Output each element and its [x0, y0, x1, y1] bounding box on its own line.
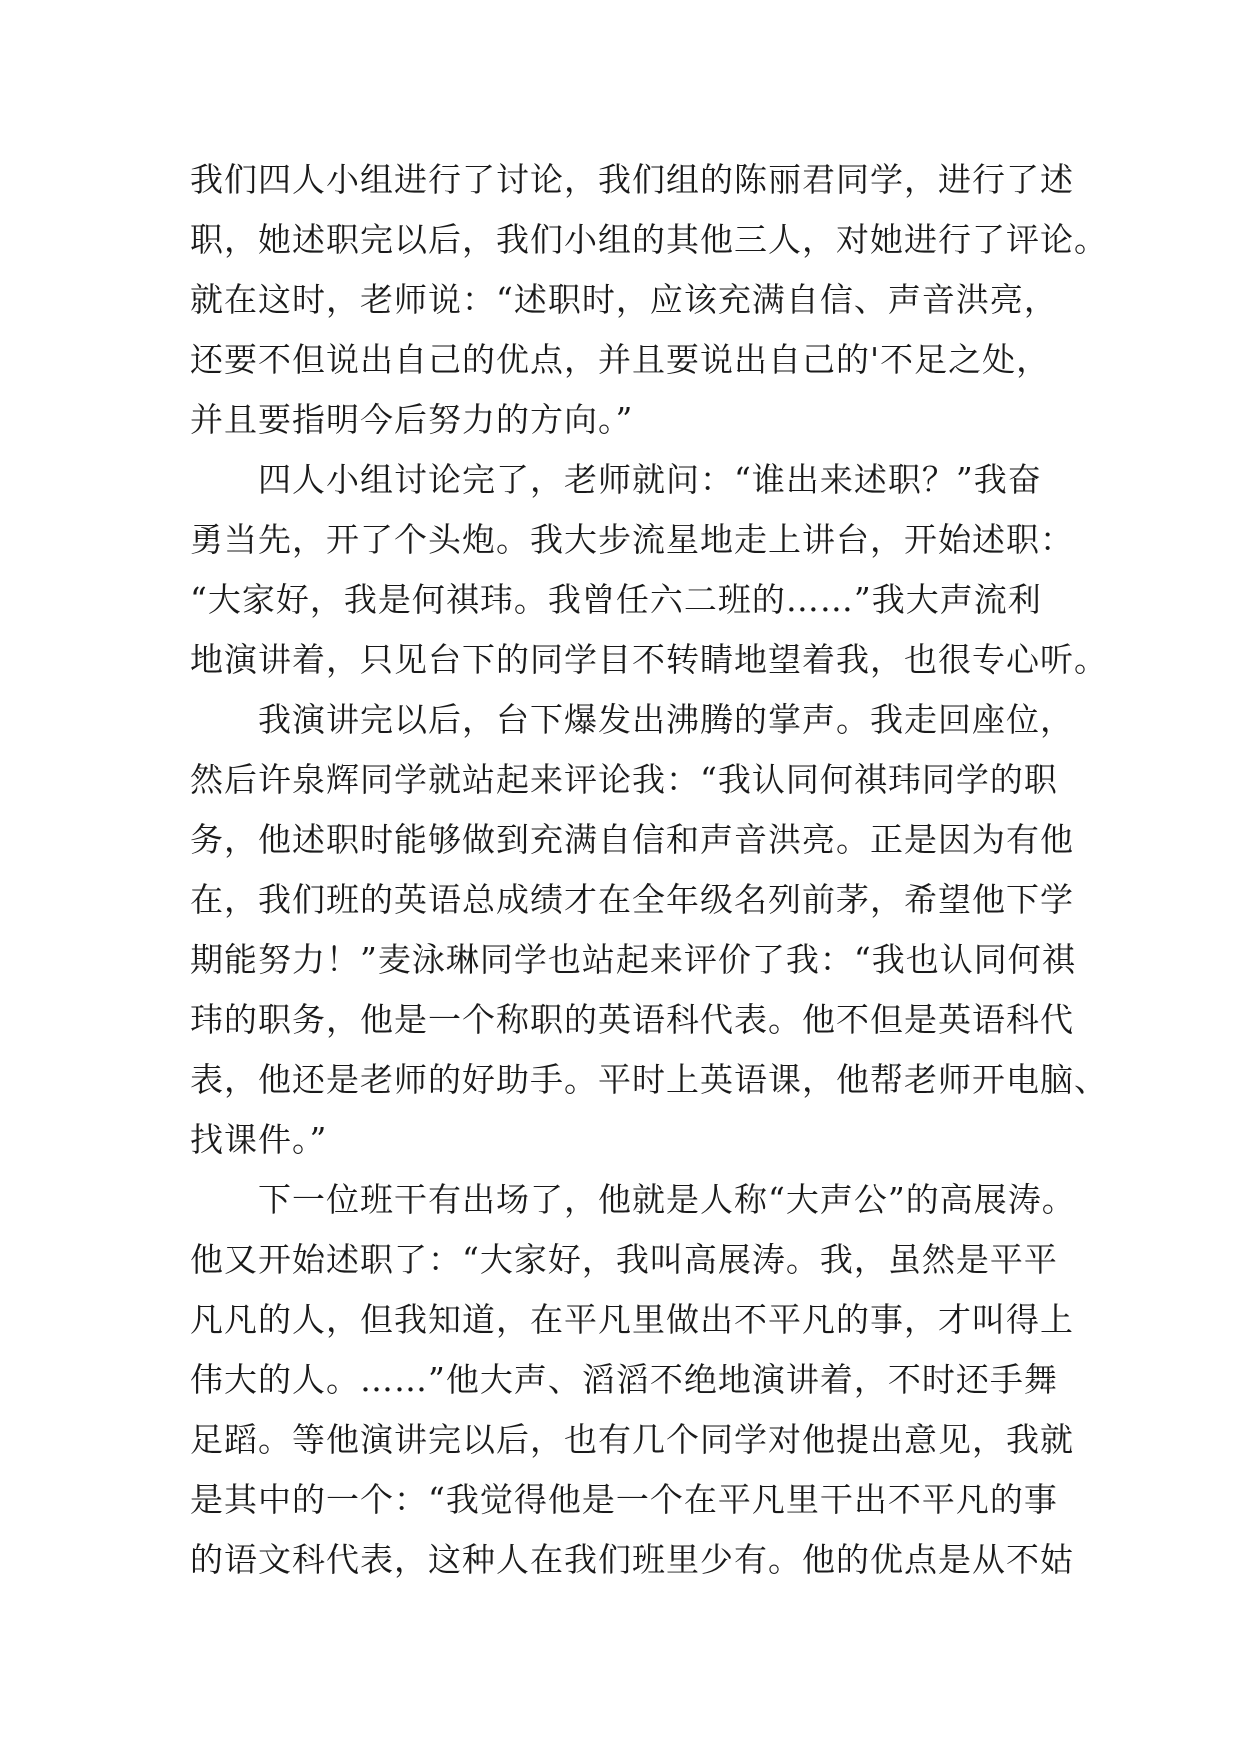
text-line: 下一位班干有出场了，他就是人称“大声公”的高展涛。: [190, 1180, 1076, 1219]
text-line: 还要不但说出自己的优点，并且要说出自己的'不足之处，: [190, 340, 1051, 379]
text-line: 并且要指明今后努力的方向。”: [190, 400, 634, 439]
text-line: 找课件。”: [190, 1120, 328, 1159]
body-text: [190, 150, 1108, 1590]
text-line: 勇当先，开了个头炮。我大步流星地走上讲台，开始述职：: [190, 520, 1074, 559]
text-line: 在，我们班的英语总成绩才在全年级名列前茅，希望他下学: [190, 880, 1074, 919]
text-line: 地演讲着，只见台下的同学目不转睛地望着我，也很专心听。: [190, 640, 1108, 679]
text-line: 的语文科代表，这种人在我们班里少有。他的优点是从不姑: [190, 1540, 1074, 1579]
text-line: 期能努力！”麦泳琳同学也站起来评价了我：“我也认同何祺: [190, 940, 1076, 979]
text-line: 凡凡的人，但我知道，在平凡里做出不平凡的事，才叫得上: [190, 1300, 1074, 1339]
text-line: 务，他述职时能够做到充满自信和声音洪亮。正是因为有他: [190, 820, 1074, 859]
text-line: 表，他还是老师的好助手。平时上英语课，他帮老师开电脑、: [190, 1060, 1108, 1099]
text-line: 我们四人小组进行了讨论，我们组的陈丽君同学，进行了述: [190, 160, 1074, 199]
text-line: 然后许泉辉同学就站起来评论我：“我认同何祺玮同学的职: [190, 760, 1058, 799]
text-line: 足蹈。等他演讲完以后，也有几个同学对他提出意见，我就: [190, 1420, 1074, 1459]
text-line: 四人小组讨论完了，老师就问：“谁出来述职？”我奋: [190, 460, 1042, 499]
text-line: 是其中的一个：“我觉得他是一个在平凡里干出不平凡的事: [190, 1480, 1058, 1519]
text-line: “大家好，我是何祺玮。我曾任六二班的……”我大声流利: [190, 580, 1042, 619]
text-line: 职，她述职完以后，我们小组的其他三人，对她进行了评论。: [190, 220, 1108, 259]
text-line: 就在这时，老师说：“述职时，应该充满自信、声音洪亮，: [190, 280, 1058, 319]
text-line: 玮的职务，他是一个称职的英语科代表。他不但是英语科代: [190, 1000, 1074, 1039]
text-line: 他又开始述职了：“大家好，我叫高展涛。我，虽然是平平: [190, 1240, 1058, 1279]
text-line: 我演讲完以后，台下爆发出沸腾的掌声。我走回座位，: [190, 700, 1074, 739]
text-line: 伟大的人。……”他大声、滔滔不绝地演讲着，不时还手舞: [190, 1360, 1058, 1399]
